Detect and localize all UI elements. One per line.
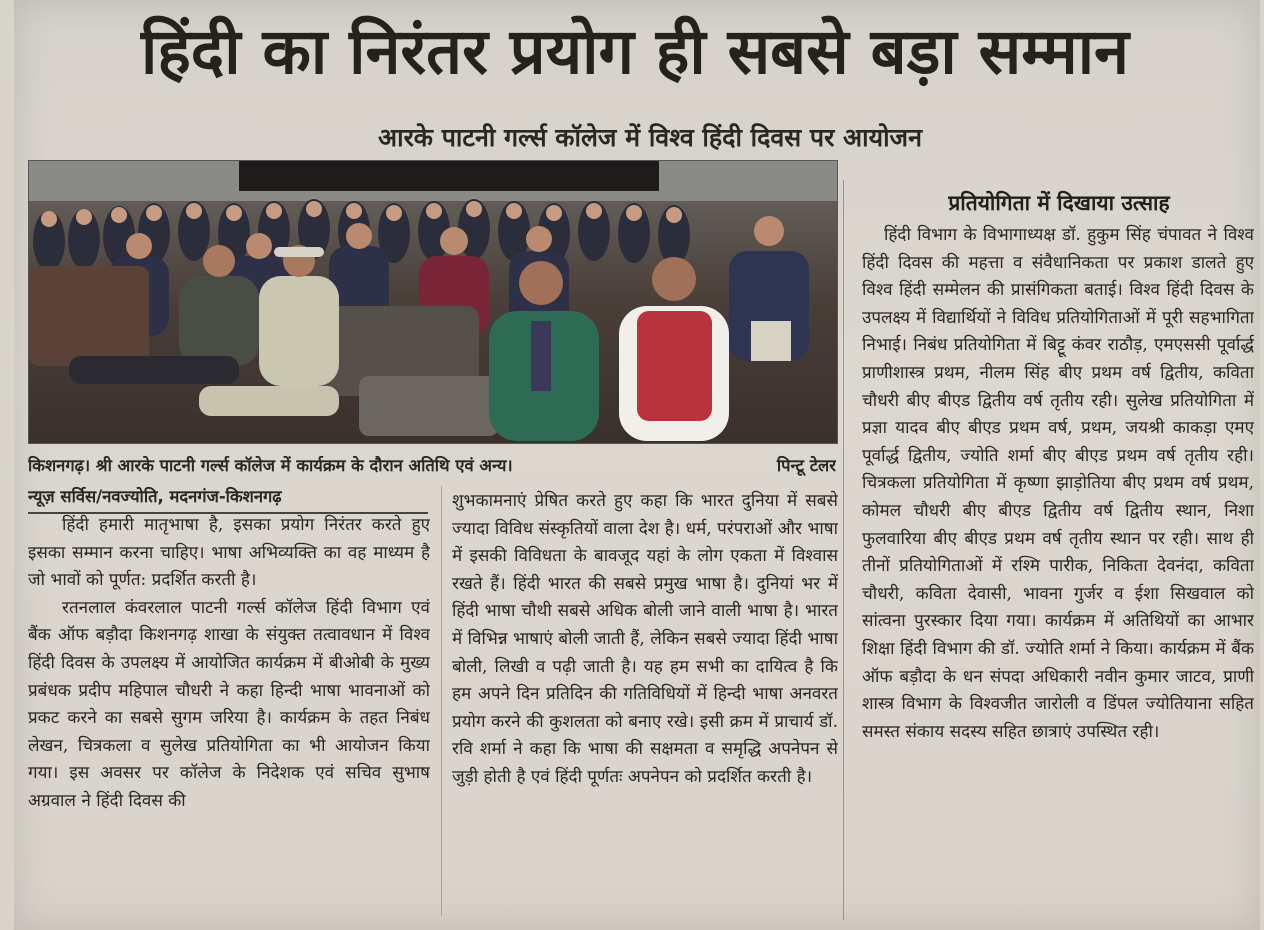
event-photo (28, 160, 838, 444)
dateline: न्यूज़ सर्विस/नवज्योति, मदनगंज-किशनगढ़ (28, 482, 428, 514)
side-heading: प्रतियोगिता में दिखाया उत्साह (948, 191, 1170, 215)
paragraph: शुभकामनाएं प्रेषित करते हुए कहा कि भारत दुनिया में सबसे ज्यादा विविध संस्कृतियों वाला देश है। धर्म, परंपराओं और भाषा में इसकी विविधता के बावजूद यहां के लोग एकता में विश्वास रखते हैं। हिंदी भारत की सबसे प्रमुख भाषा है। दुनियां भर में हिंदी भाषा चौथी सबसे अधिक बोली जाने वाली भाषा है। भारत में विभिन्न भाषाएं बोली जाती हैं, लेकिन सबसे ज्यादा हिंदी भाषा बोली, लिखी व पढ़ी जाती है। यह हम सभी का दायित्व है कि हम अपने दिन प्रतिदिन की गतिविधियों में हिन्दी भाषा अनवरत प्रयोग करने की कुशलता को बनाए रखे। इसी क्रम में प्राचार्य डॉ. रवि शर्मा ने कहा कि भाषा की सक्षमता व समृद्धि अपनेपन से जुड़ी होती है एवं हिंदी पूर्णतः अपनेपन को प्रदर्शित करती है। (452, 491, 838, 787)
caption-text: किशनगढ़। श्री आरके पाटनी गर्ल्स कॉलेज में कार्यक्रम के दौरान अतिथि एवं अन्य। (28, 456, 513, 475)
body-column-3 (862, 222, 1254, 922)
photo-caption (28, 452, 836, 480)
photo-credit: पिन्टू टेलर (776, 456, 836, 475)
subheadline: आरके पाटनी गर्ल्स कॉलेज में विश्व हिंदी दिवस पर आयोजन (378, 123, 922, 152)
event-photo-illustration (29, 161, 837, 443)
paragraph: हिंदी विभाग के विभागाध्यक्ष डॉ. हुकुम सिंह चंपावत ने विश्व हिंदी दिवस की महत्ता व संवैधानिकता पर प्रकाश डालते हुए विश्व हिंदी सम्मेलन की प्रासंगिकता बताई। विश्व हिंदी दिवस के उपलक्ष्य में विद्यार्थियों ने विविध प्रतियोगिताओं में पूरी सहभागिता निभाई। निबंध प्रतियोगिता में बिट्टू कंवर राठौड़, एमएससी पूर्वार्द्ध प्राणीशास्त्र प्रथम, नीलम सिंह बीए प्रथम वर्ष द्वितीय, कविता चौधरी बीए बीएड द्वितीय वर्ष तृतीय रही। सुलेख प्रतियोगिता में प्रज्ञा यादव बीए बीएड प्रथम वर्ष, प्रथम, जयश्री काकड़ा एमए पूर्वार्द्ध द्वितीय, ज्योति शर्मा बीए बीएड प्रथम वर्ष तृतीय रही। चित्रकला प्रतियोगिता में कृष्णा झाड़ोतिया बीए प्रथम वर्ष प्रथम, कोमल चौधरी बीए बीएड द्वितीय वर्ष द्वितीय स्थान, निशा फुलवारिया बीए बीएड प्रथम वर्ष तृतीय स्थान पर रही। साथ ही तीनों प्रतियोगिताओं में रश्मि पारीक, निकिता देवनंदा, कविता चौधरी, कविता देवासी, भावना गुर्जर व ईशा सिखवाल को सांत्वना पुरस्कार दिया गया। कार्यक्रम में अतिथियों का आभार शिक्षा हिंदी विभाग की डॉ. ज्योति शर्मा ने किया। कार्यक्रम में बैंक ऑफ बड़ौदा के धन संपदा अधिकारी नवीन कुमार जाटव, प्राणी शास्त्र विभाग के विश्वजीत जारोली व डिंपल ज्योतियाना सहित समस्त संकाय सदस्य सहित छात्राएं उपस्थित रही। (862, 225, 1254, 742)
paragraph: रतनलाल कंवरलाल पाटनी गर्ल्स कॉलेज हिंदी विभाग एवं बैंक ऑफ बड़ौदा किशनगढ़ शाखा के संयुक्त तत्वावधान में विश्व हिंदी दिवस के उपलक्ष्य में आयोजित कार्यक्रम में बीओबी के मुख्य प्रबंधक प्रदीप महिपाल चौधरी ने कहा हिन्दी भाषा भावनाओं को प्रकट करने का सबसे सुगम जरिया है। कार्यक्रम के तहत निबंध लेखन, चित्रकला व सुलेख प्रतियोगिता का भी आयोजन किया गया। इस अवसर पर कॉलेज के निदेशक एवं सचिव सुभाष अग्रवाल ने हिंदी दिवस की (28, 597, 430, 811)
column-divider (441, 486, 442, 916)
body-column-1 (28, 512, 430, 914)
column-divider (843, 180, 844, 920)
headline: हिंदी का निरंतर प्रयोग ही सबसे बड़ा सम्मान (141, 15, 1129, 88)
paragraph: हिंदी हमारी मातृभाषा है, इसका प्रयोग निरंतर करते हुए इसका सम्मान करना चाहिए। भाषा अभिव्यक्ति का वह माध्यम है जो भावों को पूर्णत: प्रदर्शित करती है। (28, 515, 430, 591)
body-column-2 (452, 488, 838, 912)
